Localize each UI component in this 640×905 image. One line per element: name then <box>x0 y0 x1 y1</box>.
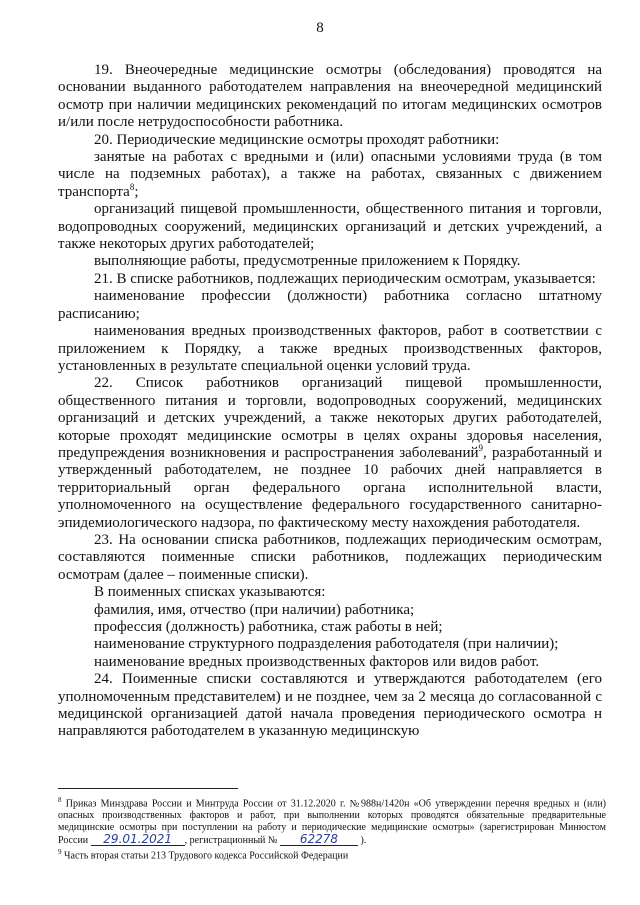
list-item: наименование профессии (должности) работника согласно штатному расписанию; <box>58 288 602 322</box>
paragraph-20: 20. Периодические медицинские осмотры проходят работники: <box>94 131 500 148</box>
paragraph-23: 23. На основании списка работников, подлежащих периодическим осмотрам, составляются поименные списки работников, подлежащих периодическим осмотрам (далее – поименные списки). <box>58 531 602 583</box>
paragraph-21: 21. В списке работников, подлежащих периодическим осмотрам, указывается: <box>94 270 596 287</box>
list-item: наименование вредных производственных факторов или видов работ. <box>94 653 540 670</box>
list-item: организаций пищевой промышленности, общественного питания и торговли, водопроводных сооружений, медицинских организаций и детских учреждений, а также некоторых других работодателей; <box>58 201 602 253</box>
list-item: наименование структурного подразделения работодателя (при наличии); <box>94 636 559 653</box>
footnotes <box>58 795 606 862</box>
handwritten-reg-number: 62278 <box>280 834 358 846</box>
list-item: фамилия, имя, отчество (при наличии) работника; <box>94 601 415 618</box>
footnote-divider <box>58 788 238 789</box>
list-item: профессия (должность) работника, стаж работы в ней; <box>94 619 443 635</box>
footnote-8: $^8$ Приказ Минздрава России и Минтруда России от 31.12.2020 г. №988н/1420н «Об утверждении перечня вредных и (или) опасных производственных факторов и работ, при выполнении которых проводятся обязательные предварительные медицинские осмотры при поступлении на работу и периодические медицинские осмотры» (зарегистрирован Минюстом России 29.01.2021 , регистрационный № 62278 ). <box>58 796 607 846</box>
footnote-ref-9: 9 <box>478 442 483 453</box>
document-body <box>58 62 602 741</box>
handwritten-date: 29.01.2021 <box>91 834 185 846</box>
list-item: наименования вредных производственных факторов, работ в соответствии с приложением к Порядку, а также вредных производственных факторов, установленных в результате специальной оценки условий труда. <box>58 323 602 374</box>
list-item: В поименных списках указываются: <box>94 584 326 601</box>
footnote-9: $^9$ Часть вторая статьи 213 Трудового кодекса Российской Федерации <box>58 847 349 861</box>
paragraph-22: 22. Список работников организаций пищевой промышленности, общественного питания и торговли, водопроводных сооружений, медицинских организаций и детских учреждений, а также некоторых других работодателей, которые проходят медицинские осмотры в целях охраны здоровья населения, предупреждения возникновения и распространения заболеваний$^9$, разработанный и утвержденный работодателем, не позднее 10 рабочих дней направляется в территориальный орган федерального органа исполнительной власти, уполномоченного на осуществление федерального государственного санитарно-эпидемиологического надзора, по фактическому месту нахождения работодателя. <box>58 375 602 531</box>
footnote-ref-8: 8 <box>129 181 135 192</box>
paragraph-24: 24. Поименные списки составляются и утверждаются работодателем (его уполномоченным представителем) и не позднее, чем за 2 месяца до согласованной с медицинской организацией датой начала проведения периодического осмотра н направляются работодателем в указанную медицинскую <box>58 671 602 740</box>
page-number: 8 <box>316 20 324 36</box>
list-item: занятые на работах с вредными и (или) опасными условиями труда (в том числе на подземных работах), а также на работах, связанных с движением транспорта$^8$; <box>58 149 602 200</box>
paragraph-19: 19. Внеочередные медицинские осмотры (обследования) проводятся на основании выданного работодателем направления на внеочередной медицинский осмотр при наличии медицинских рекомендаций по итогам медицинских осмотров и/или после нетрудоспособности работника. <box>58 62 602 131</box>
list-item: выполняющие работы, предусмотренные приложением к Порядку. <box>94 253 521 270</box>
